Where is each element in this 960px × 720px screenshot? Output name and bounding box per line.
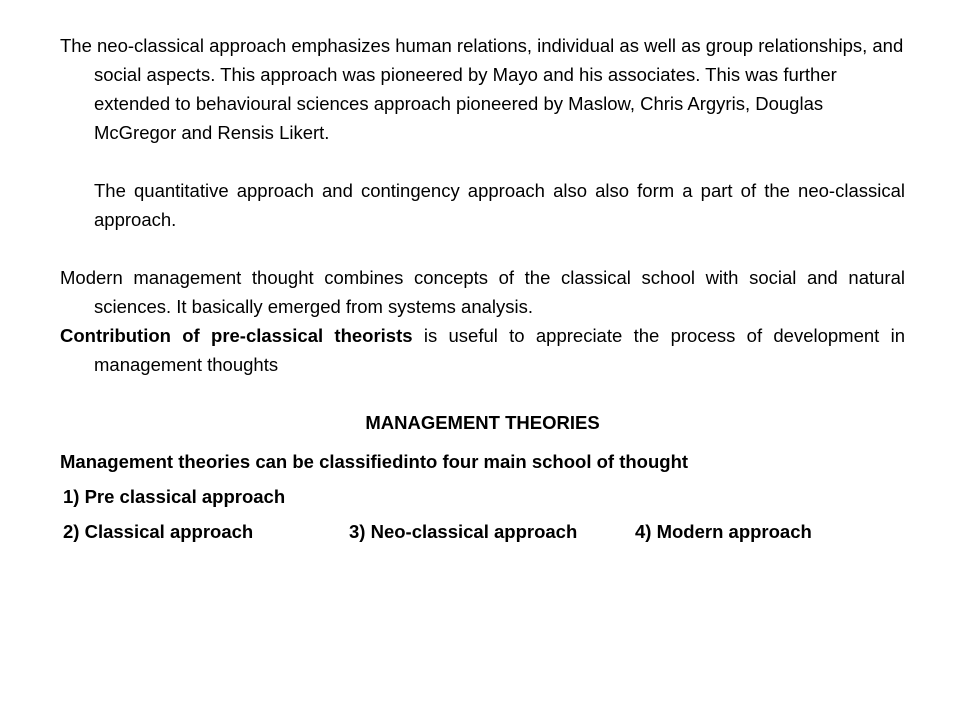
paragraph-pre-classical-bold: Contribution of pre-classical theorists: [60, 325, 413, 346]
spacer: [60, 147, 905, 176]
paragraph-neo-classical: The neo-classical approach emphasizes human relations, individual as well as group relationships, and social aspects. This approach was pioneered by Mayo and his associates. This was further extended to behavioural sciences approach pioneered by Maslow, Chris Argyris, Douglas McGregor and Rensis Likert.: [60, 35, 904, 143]
list-item-modern: 4) Modern approach: [635, 521, 812, 542]
slide-content: [60, 31, 905, 546]
spacer: [60, 234, 905, 263]
classification-line-2: [60, 517, 905, 546]
spacer: [60, 379, 905, 408]
list-item-pre-classical: 1) Pre classical approach: [63, 486, 286, 507]
classification-line-1: [60, 482, 905, 511]
paragraph-modern: Modern management thought combines concepts of the classical school with social and natural sciences. It basically emerged from systems analysis.: [60, 267, 905, 317]
list-item-neo-classical: 3) Neo-classical approach: [349, 521, 578, 542]
section-heading: MANAGEMENT THEORIES: [365, 412, 600, 433]
spacer: [60, 437, 905, 447]
paragraph-quantitative: The quantitative approach and contingency approach also also form a part of the neo-classical approach.: [94, 180, 905, 230]
classification-intro: Management theories can be classifiedinto four main school of thought: [60, 451, 689, 472]
paragraph-pre-classical: [60, 321, 905, 379]
paragraph-pre-classical-text: is useful to appreciate the process of development in management thoughts: [94, 325, 906, 375]
list-item-classical: 2) Classical approach: [63, 521, 254, 542]
